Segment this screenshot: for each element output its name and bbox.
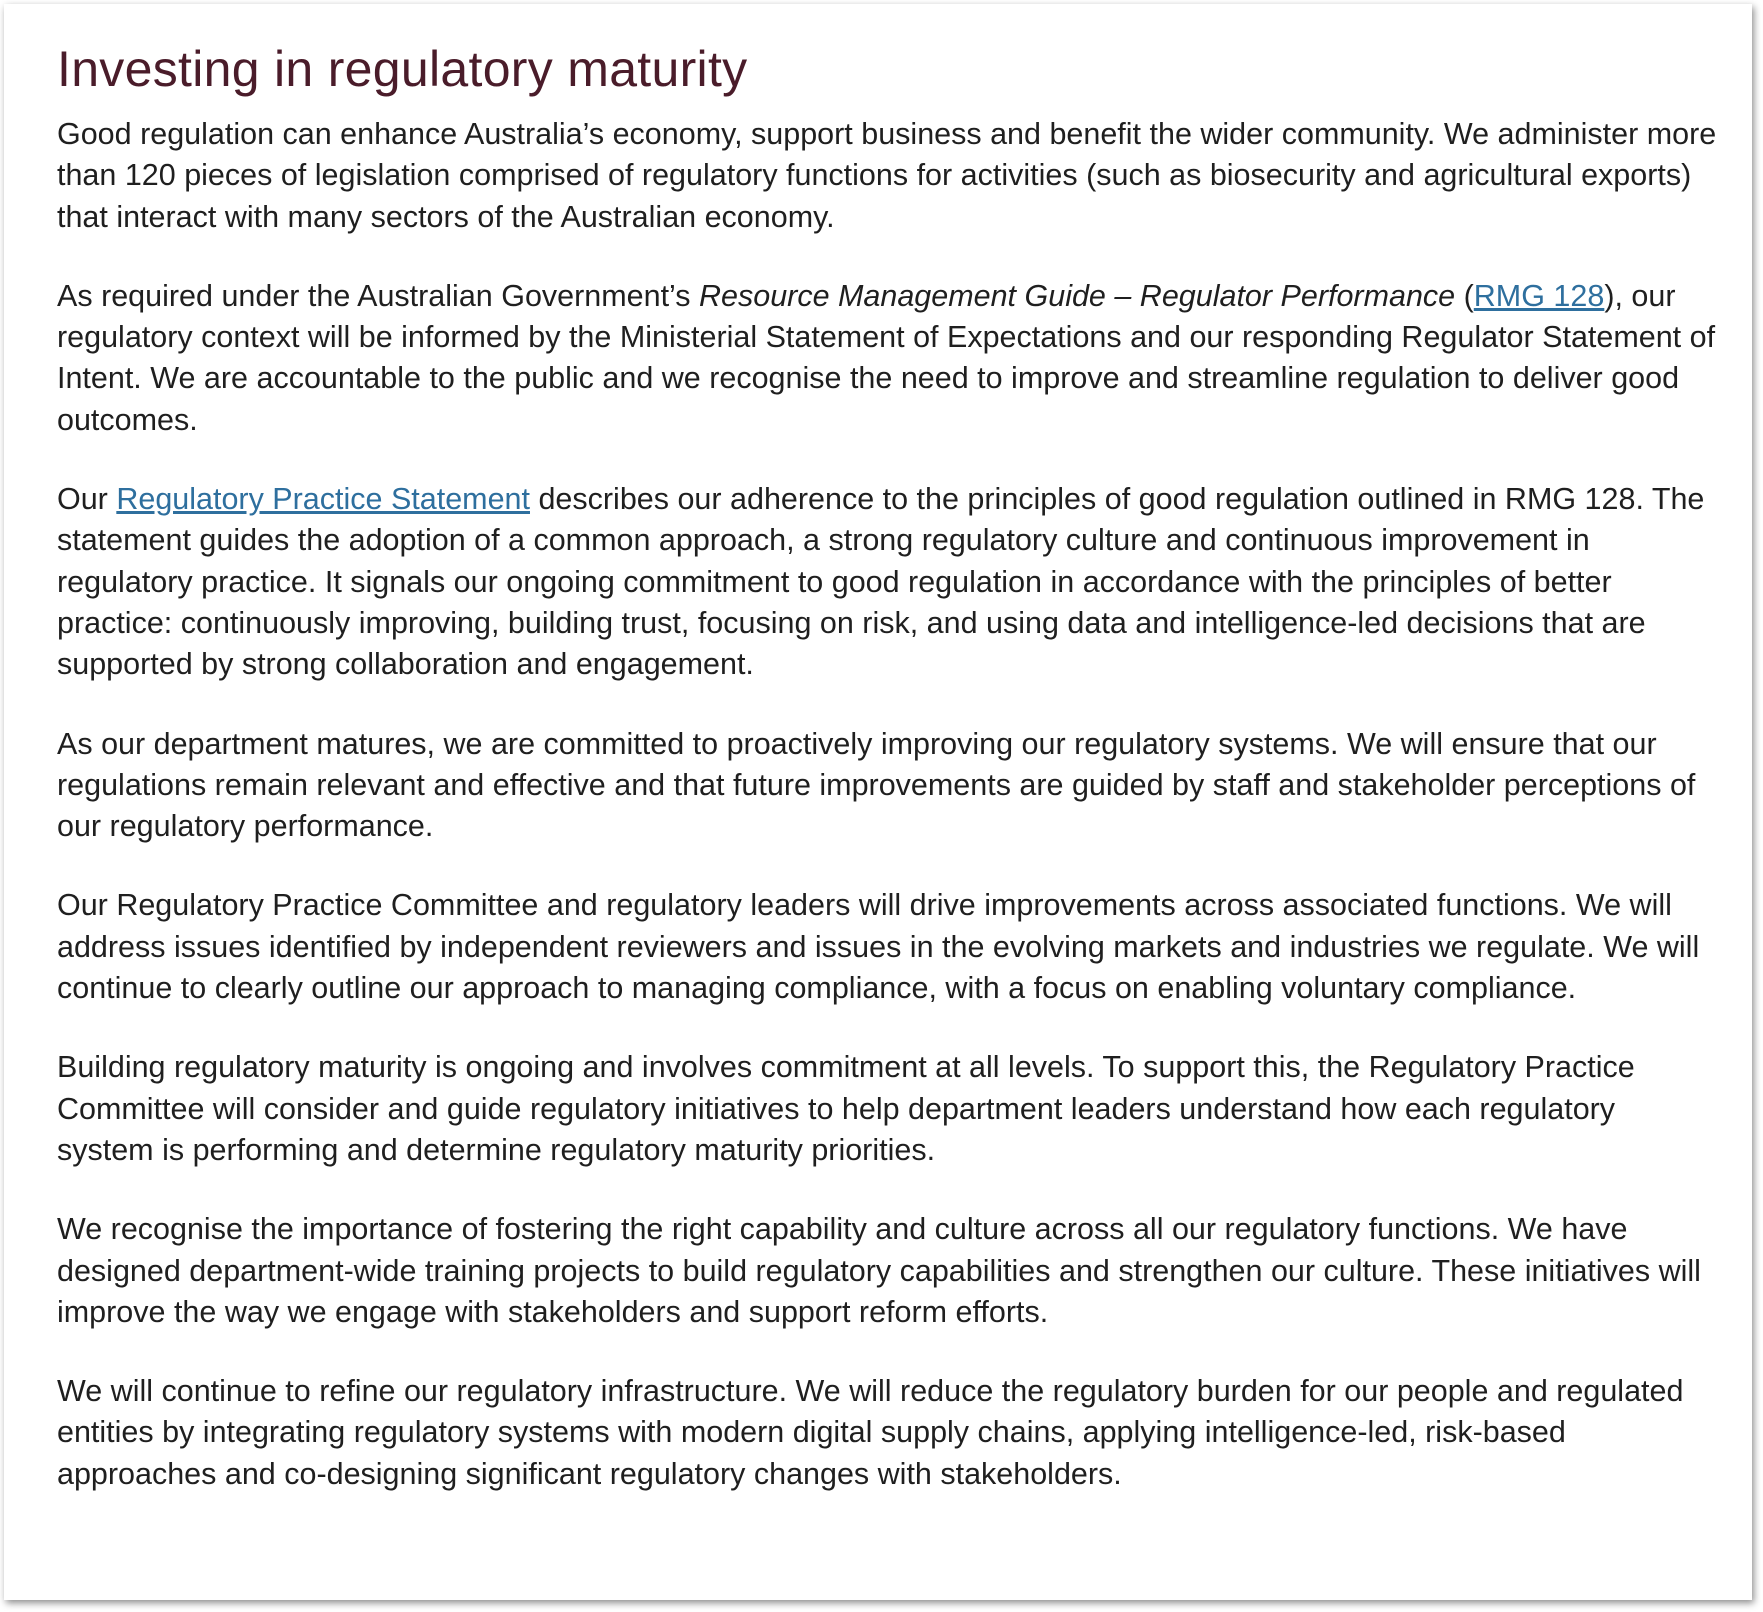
- paragraph-good-regulation: Good regulation can enhance Australia’s economy, support business and benefit the wider community. We administer more than 120 pieces of legislation comprised of regulatory functions for activities (such as biosecurity and agricultural exports) that interact with many sectors of the Australian economy.: [57, 117, 1717, 234]
- paragraph-rmg-requirements: [57, 276, 1717, 441]
- paragraph-department-matures: As our department matures, we are committed to proactively improving our regulatory systems. We will ensure that our regulations remain relevant and effective and that future improvements are guided by staff and stakeholder perceptions of our regulatory performance.: [57, 726, 1696, 844]
- guide-title-italic: Resource Management Guide – Regulator Performance: [699, 278, 1456, 313]
- paragraph-practice-committee: Our Regulatory Practice Committee and regulatory leaders will drive improvements across associated functions. We will address issues identified by independent reviewers and issues in the evolving markets and industries we regulate. We will continue to clearly outline our approach to managing compliance, with a focus on enabling voluntary compliance.: [57, 888, 1700, 1006]
- page-title: Investing in regulatory maturity: [57, 41, 748, 97]
- paragraph-practice-statement: [57, 479, 1717, 685]
- paragraph-text: (: [1455, 278, 1474, 313]
- document-page: [4, 4, 1752, 1600]
- paragraph-building-maturity: Building regulatory maturity is ongoing and involves commitment at all levels. To support this, the Regulatory Practice Committee will consider and guide regulatory initiatives to help department leaders understand how each regulatory system is performing and determine regulatory maturity priorities.: [57, 1050, 1635, 1167]
- paragraph-text: As required under the Australian Government’s: [57, 278, 699, 313]
- paragraph-capability-culture: We recognise the importance of fostering the right capability and culture across all our regulatory functions. We have designed department-wide training projects to build regulatory capabilities and strengthen our culture. These initiatives will improve the way we engage with stakeholders and support reform efforts.: [57, 1212, 1701, 1329]
- regulatory-practice-statement-link[interactable]: Regulatory Practice Statement: [116, 482, 530, 517]
- rmg-128-link[interactable]: RMG 128: [1473, 278, 1605, 313]
- paragraph-text: ), our regulatory context will be informed by the Ministerial Statement of Expectations and our responding Regulator Statement of Intent. We are accountable to the public and we recognise the need to improve and streamline regulation to deliver good outcomes.: [57, 278, 1716, 437]
- paragraph-infrastructure: We will continue to refine our regulatory infrastructure. We will reduce the regulatory burden for our people and regulated entities by integrating regulatory systems with modern digital supply chains, applying intelligence-led, risk-based approaches and co-designing significant regulatory changes with stakeholders.: [57, 1374, 1684, 1491]
- paragraph-text: Our: [57, 482, 117, 517]
- paragraph-text: describes our adherence to the principles of good regulation outlined in RMG 128. The statement guides the adoption of a common approach, a strong regulatory culture and continuous improvement in regulatory practice. It signals our ongoing commitment to good regulation in accordance with the principles of better practice: continuously improving, building trust, focusing on risk, and using data and intelligence-led decisions that are supported by strong collaboration and engagement.: [57, 482, 1705, 682]
